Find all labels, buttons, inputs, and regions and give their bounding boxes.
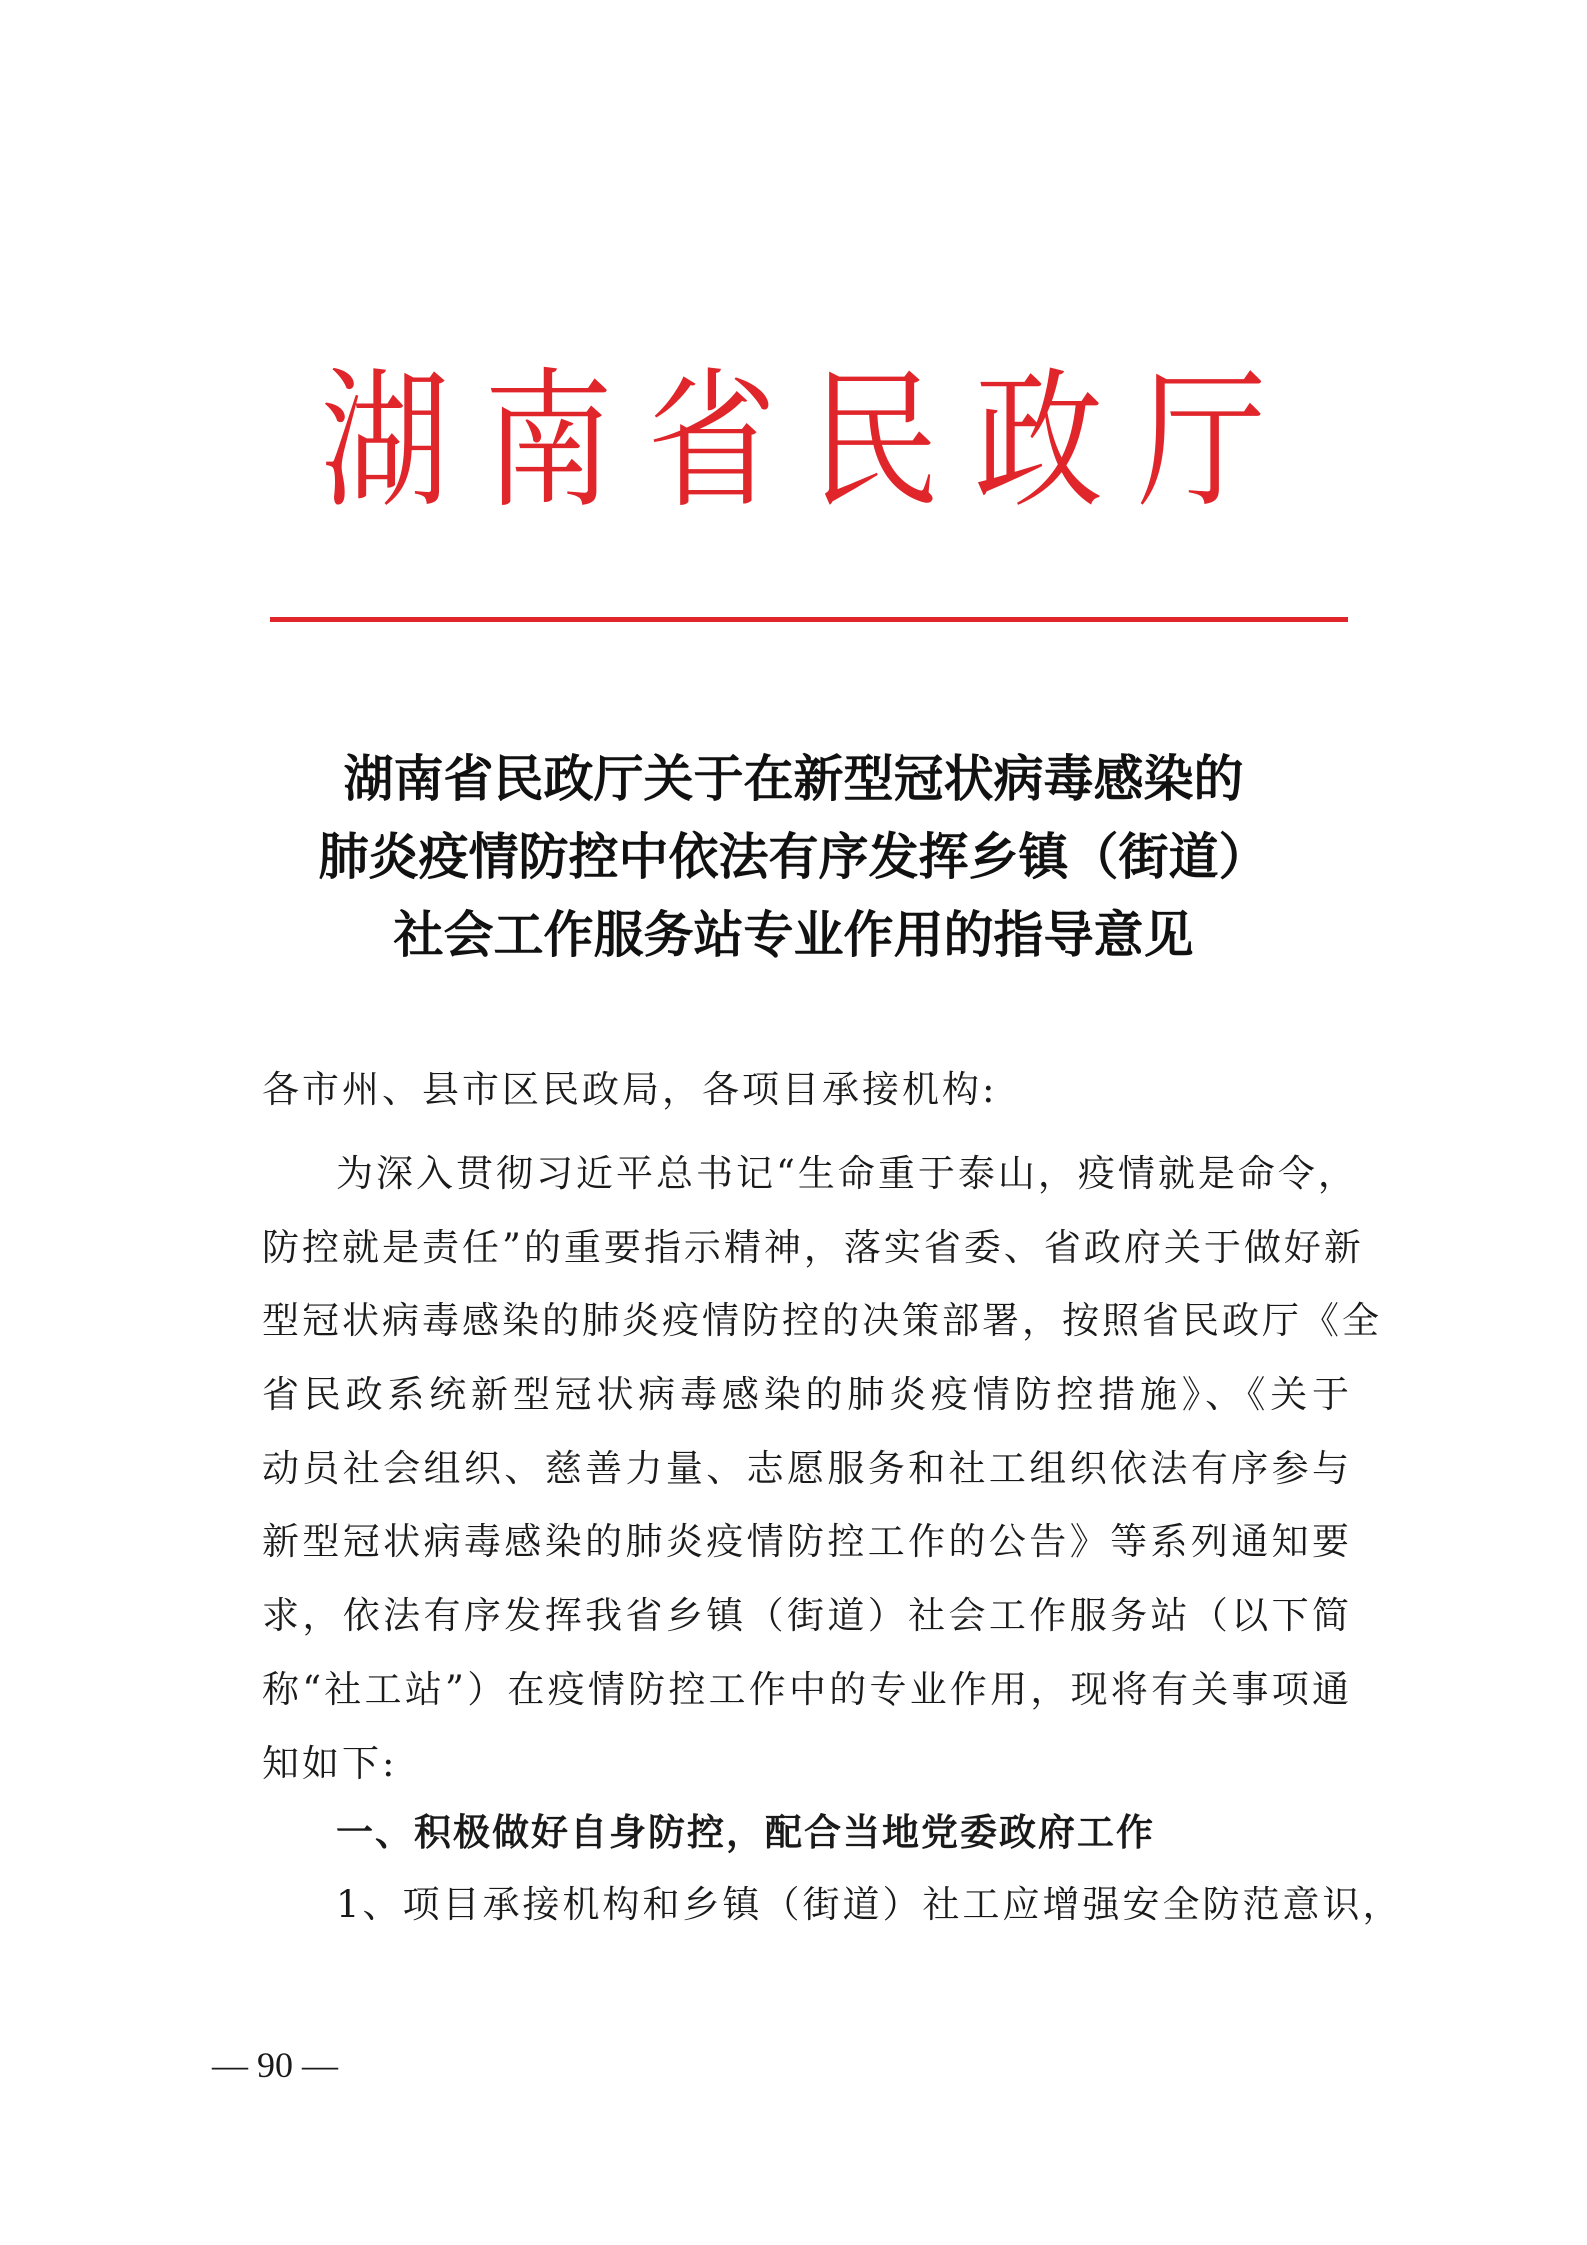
title-line-1: 湖南省民政厅关于在新型冠状病毒感染的	[343, 750, 1244, 808]
paragraph-line: 防控就是责任”的重要指示精神，落实省委、省政府关于做好新	[262, 1225, 1364, 1269]
document-title	[0, 740, 1587, 974]
paragraph-line: 知如下:	[262, 1741, 398, 1785]
paragraph-line: 型冠状病毒感染的肺炎疫情防控的决策部署，按照省民政厅《全	[262, 1299, 1382, 1343]
paragraph-line: 求，依法有序发挥我省乡镇（街道）社会工作服务站（以下简	[262, 1594, 1352, 1638]
title-line-3: 社会工作服务站专业作用的指导意见	[393, 906, 1194, 964]
paragraph-line: 为深入贯彻习近平总书记“生命重于泰山，疫情就是命令，	[336, 1152, 1358, 1195]
paragraph-line: 动员社会组织、慈善力量、志愿服务和社工组织依法有序参与	[262, 1446, 1352, 1490]
salutation: 各市州、县市区民政局，各项目承接机构:	[262, 1068, 998, 1111]
page-number: — 90 —	[212, 2045, 338, 2085]
paragraph-line: 新型冠状病毒感染的肺炎疫情防控工作的公告》等系列通知要	[262, 1520, 1352, 1564]
paragraph-line: 省民政系统新型冠状病毒感染的肺炎疫情防控措施》、《关于	[262, 1373, 1352, 1417]
list-item-1: 1、项目承接机构和乡镇（街道）社工应增强安全防范意识，	[336, 1883, 1403, 1926]
masthead-title: 湖南省民政厅	[320, 355, 1301, 529]
paragraph-line: 称“社工站”）在疫情防控工作中的专业作用，现将有关事项通	[262, 1667, 1352, 1711]
body-paragraph	[262, 1137, 1382, 1800]
red-divider-line	[270, 617, 1348, 622]
title-line-2: 肺炎疫情防控中依法有序发挥乡镇（街道）	[318, 828, 1269, 886]
section-heading: 一、积极做好自身防控，配合当地党委政府工作	[336, 1811, 1155, 1854]
